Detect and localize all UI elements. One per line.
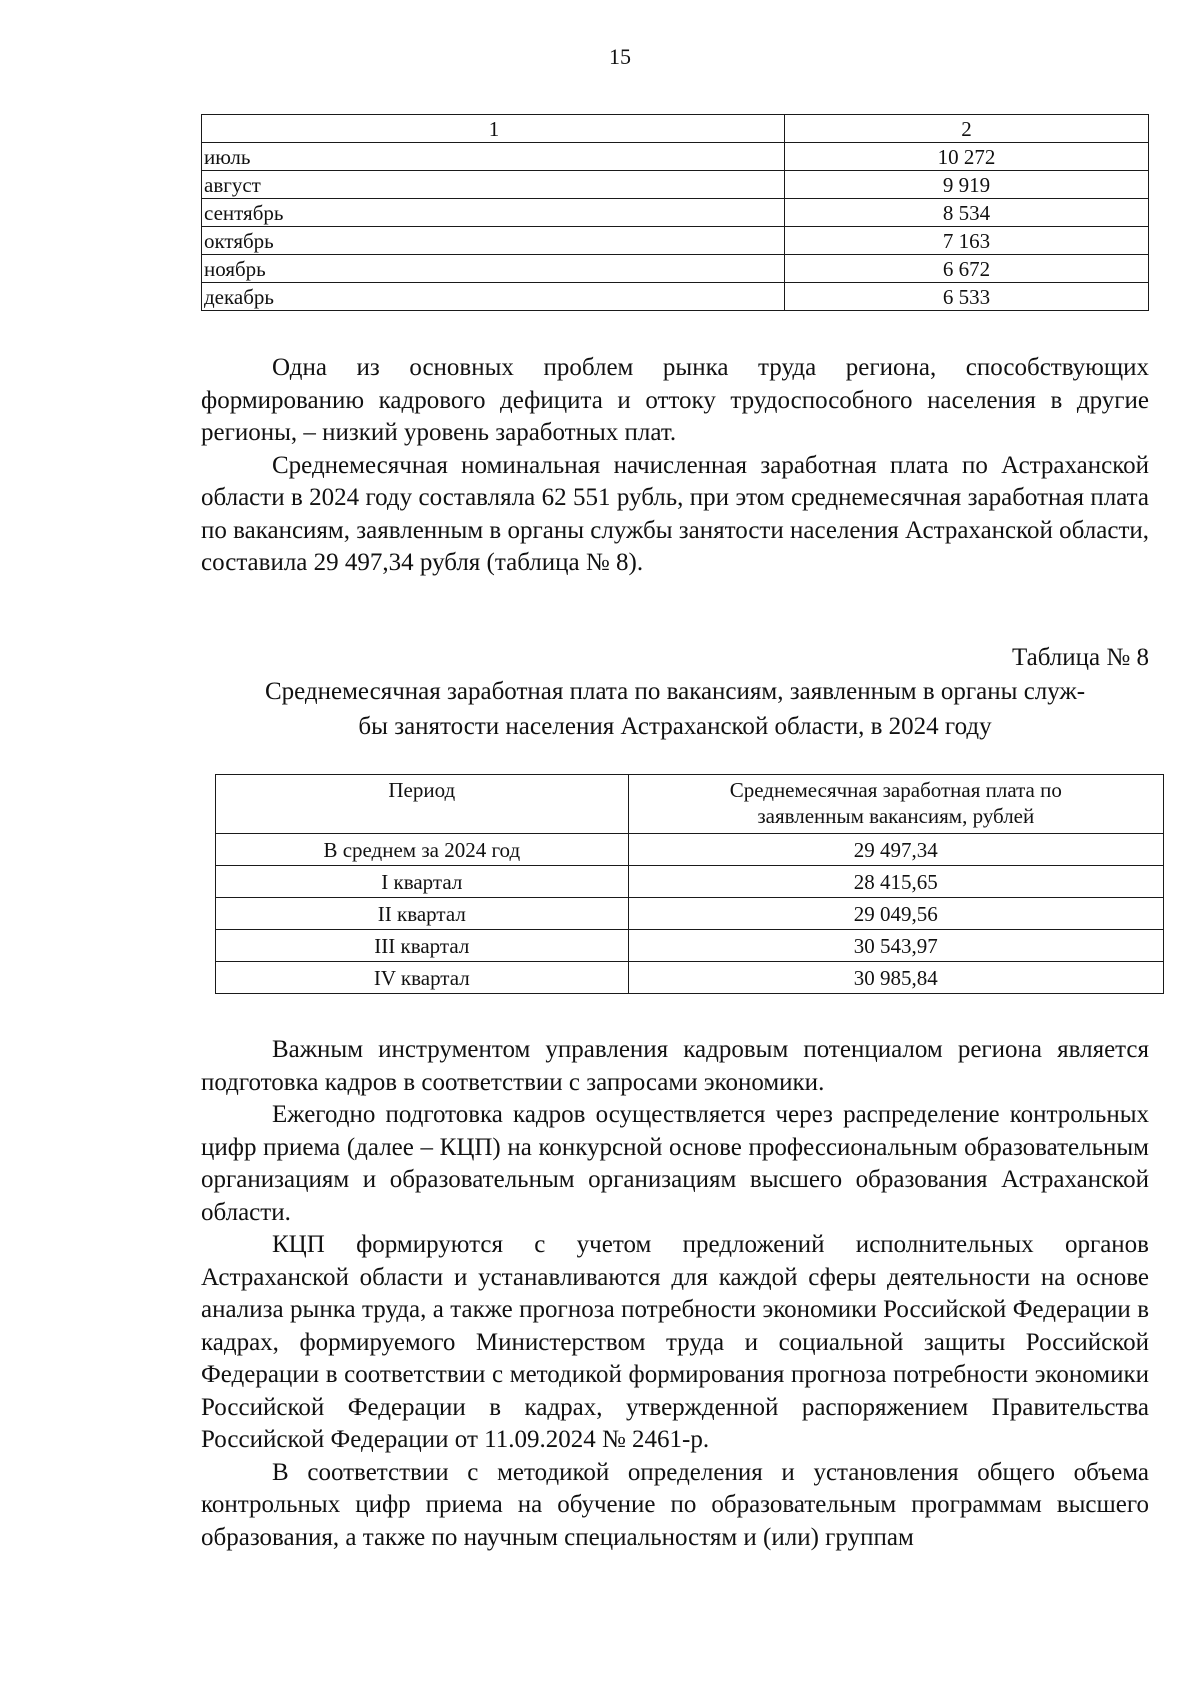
monthly-table	[201, 114, 1149, 311]
table-row	[202, 283, 1149, 311]
period-cell: I квартал	[216, 866, 629, 898]
month-cell: декабрь	[202, 283, 785, 311]
table-row	[202, 143, 1149, 171]
table-row	[202, 199, 1149, 227]
table-title-line: Среднемесячная заработная плата по вакансиям, заявленным в органы служ-	[264, 678, 1086, 705]
table-row	[202, 171, 1149, 199]
salary-cell: 29 049,56	[628, 898, 1163, 930]
table-header-row	[216, 775, 1164, 834]
paragraph-block-bottom	[201, 1034, 1149, 1554]
table-row	[216, 866, 1164, 898]
value-cell: 9 919	[784, 171, 1148, 199]
table-row	[202, 227, 1149, 255]
month-cell: июль	[202, 143, 785, 171]
value-cell: 8 534	[784, 199, 1148, 227]
table-title	[201, 674, 1149, 744]
salary-cell: 29 497,34	[628, 834, 1163, 866]
value-cell: 6 672	[784, 255, 1148, 283]
salary-table	[215, 774, 1164, 994]
paragraph: КЦП формируются с учетом предложений исполнительных органов Астраханской области и устанавливаются для каждой сферы деятельности на основе анализа рынка труда, а также прогноза потребности экономики Российской Федерации в кадрах, формируемого Министерством труда и социальной защиты Российской Федерации в соответствии с методикой формирования прогноза потребности экономики Российской Федерации в кадрах, утвержденной распоряжением Правительства Российской Федерации от 11.09.2024 № 2461-р.	[201, 1231, 1149, 1453]
column-header: 2	[784, 115, 1148, 143]
salary-cell: 30 543,97	[628, 930, 1163, 962]
period-cell: II квартал	[216, 898, 629, 930]
salary-cell: 28 415,65	[628, 866, 1163, 898]
table-title-line: бы занятости населения Астраханской области, в 2024 году	[358, 713, 992, 740]
month-cell: сентябрь	[202, 199, 785, 227]
header-line: заявленным вакансиям, рублей	[757, 804, 1035, 828]
table-row	[216, 930, 1164, 962]
salary-cell: 30 985,84	[628, 962, 1163, 994]
paragraph: Среднемесячная номинальная начисленная заработная плата по Астраханской области в 2024 году составляла 62 551 рубль, при этом среднемесячная заработная плата по вакансиям, заявленным в органы службы занятости населения Астраханской области, составила 29 497,34 рубля (таблица № 8).	[201, 451, 1149, 576]
month-cell: ноябрь	[202, 255, 785, 283]
paragraph: Ежегодно подготовка кадров осуществляется через распределение контрольных цифр приема (далее – КЦП) на конкурсной основе профессиональным образовательным организациям и образовательным организациям высшего образования Астраханской области.	[201, 1101, 1149, 1226]
value-cell: 7 163	[784, 227, 1148, 255]
period-cell: В среднем за 2024 год	[216, 834, 629, 866]
paragraph: В соответствии с методикой определения и установления общего объема контрольных цифр приема на обучение по образовательным программам высшего образования, а также по научным специальностям и (или) группам	[201, 1458, 1149, 1551]
column-header-salary	[628, 775, 1163, 834]
month-cell: октябрь	[202, 227, 785, 255]
paragraph: Одна из основных проблем рынка труда региона, способствующих формированию кадрового дефицита и оттоку трудоспособного населения в другие регионы, – низкий уровень заработных плат.	[201, 354, 1149, 446]
page-number: 15	[609, 44, 631, 69]
table-row	[202, 255, 1149, 283]
header-line: Среднемесячная заработная плата по	[729, 778, 1062, 802]
paragraph-block-top	[201, 352, 1149, 580]
column-header: 1	[202, 115, 785, 143]
table-header-row	[202, 115, 1149, 143]
table-label: Таблица № 8	[1011, 644, 1149, 671]
column-header-period: Период	[216, 775, 629, 834]
value-cell: 10 272	[784, 143, 1148, 171]
table-row	[216, 834, 1164, 866]
month-cell: август	[202, 171, 785, 199]
period-cell: III квартал	[216, 930, 629, 962]
paragraph: Важным инструментом управления кадровым потенциалом региона является подготовка кадров в соответствии с запросами экономики.	[201, 1036, 1149, 1096]
value-cell: 6 533	[784, 283, 1148, 311]
table-row	[216, 962, 1164, 994]
period-cell: IV квартал	[216, 962, 629, 994]
table-row	[216, 898, 1164, 930]
